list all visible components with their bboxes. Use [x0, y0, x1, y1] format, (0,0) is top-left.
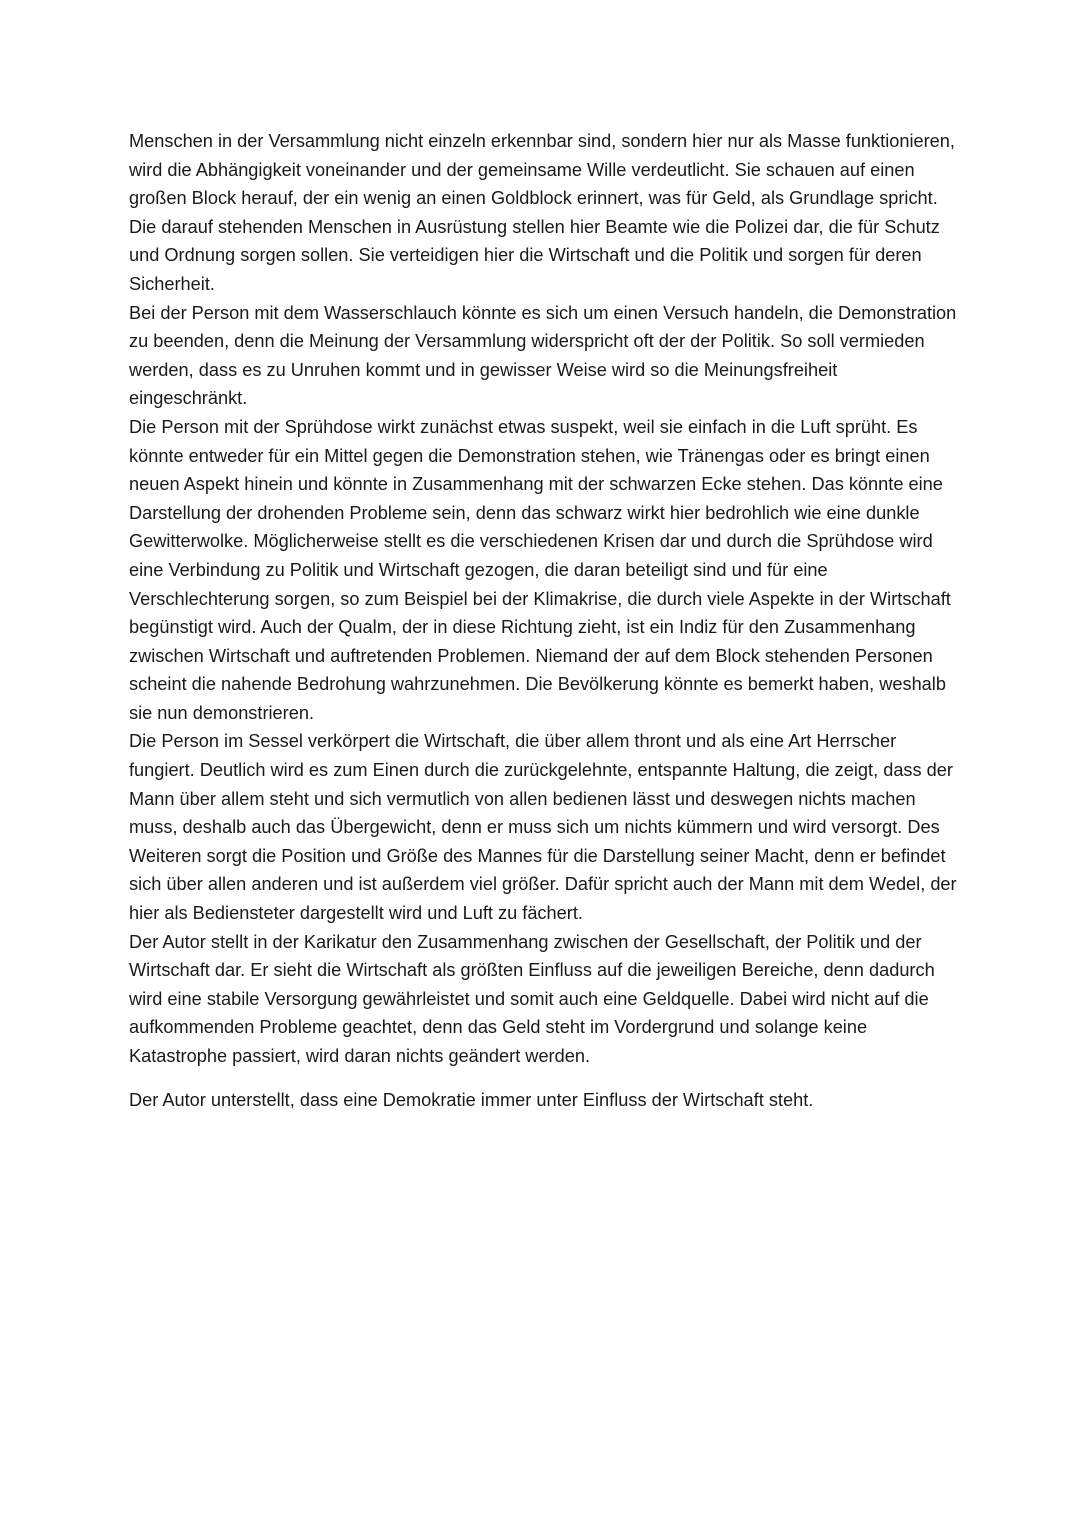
paragraph-water-hose: Bei der Person mit dem Wasserschlauch könnte es sich um einen Versuch handeln, die Demonstration zu beenden, denn die Meinung der Versammlung widerspricht oft der der Politik. So soll vermieden werden, dass es zu Unruhen kommt und in gewisser Weise wird so die Meinungsfreiheit eingeschränkt.	[129, 302, 957, 409]
paragraph-spray-can: Die Person mit der Sprühdose wirkt zunächst etwas suspekt, weil sie einfach in die Luft sprüht. Es könnte entweder für ein Mittel gegen die Demonstration stehen, wie Tränengas oder es bringt einen neuen Aspekt hinein und könnte in Zusammenhang mit der schwarzen Ecke stehen. Das könnte eine Darstellung der drohenden Probleme sein, denn das schwarz wirkt hier bedrohlich wie eine dunkle Gewitterwolke. Möglicherweise stellt es die verschiedenen Krisen dar und durch die Sprühdose wird eine Verbindung zu Politik und Wirtschaft gezogen, die daran beteiligt sind und für eine Verschlechterung sorgen, so zum Beispiel bei der Klimakrise, die durch viele Aspekte in der Wirtschaft begünstigt wird. Auch der Qualm, der in diese Richtung zieht, ist ein Indiz für den Zusammenhang zwischen Wirtschaft und auftretenden Problemen. Niemand der auf dem Block stehenden Personen scheint die nahende Bedrohung wahrzunehmen. Die Bevölkerung könnte es bemerkt haben, weshalb sie nun demonstrieren.	[129, 416, 951, 723]
paragraph-crowd: Menschen in der Versammlung nicht einzeln erkennbar sind, sondern hier nur als Masse funktionieren, wird die Abhängigkeit voneinander und der gemeinsame Wille verdeutlicht. Sie schauen auf einen großen Block herauf, der ein wenig an einen Goldblock erinnert, was für Geld, als Grundlage spricht.	[129, 131, 955, 209]
paragraph-armchair: Die Person im Sessel verkörpert die Wirtschaft, die über allem thront und als eine Art Herrscher fungiert. Deutlich wird es zum Einen durch die zurückgelehnte, entspannte Haltung, die zeigt, dass der Mann über allem steht und sich vermutlich von allen bedienen lässt und deswegen nichts machen muss, deshalb auch das Übergewicht, denn er muss sich um nichts kümmern und wird versorgt. Des Weiteren sorgt die Position und Größe des Mannes für die Darstellung seiner Macht, denn er befindet sich über allen anderen und ist außerdem viel größer. Dafür spricht auch der Mann mit dem Wedel, der hier als Bediensteter dargestellt wird und Luft zu fächert.	[129, 731, 957, 924]
paragraph-officials: Die darauf stehenden Menschen in Ausrüstung stellen hier Beamte wie die Polizei dar, die für Schutz und Ordnung sorgen sollen. Sie verteidigen hier die Wirtschaft und die Politik und sorgen für deren Sicherheit.	[129, 216, 940, 294]
paragraph-conclusion: Der Autor unterstellt, dass eine Demokratie immer unter Einfluss der Wirtschaft steht.	[129, 1089, 814, 1110]
document-body	[129, 127, 959, 1114]
paragraph-author-intent: Der Autor stellt in der Karikatur den Zusammenhang zwischen der Gesellschaft, der Politik und der Wirtschaft dar. Er sieht die Wirtschaft als größten Einfluss auf die jeweiligen Bereiche, denn dadurch wird eine stabile Versorgung gewährleistet und somit auch eine Geldquelle. Dabei wird nicht auf die aufkommenden Probleme geachtet, denn das Geld steht im Vordergrund und solange keine Katastrophe passiert, wird daran nichts geändert werden.	[129, 931, 935, 1066]
